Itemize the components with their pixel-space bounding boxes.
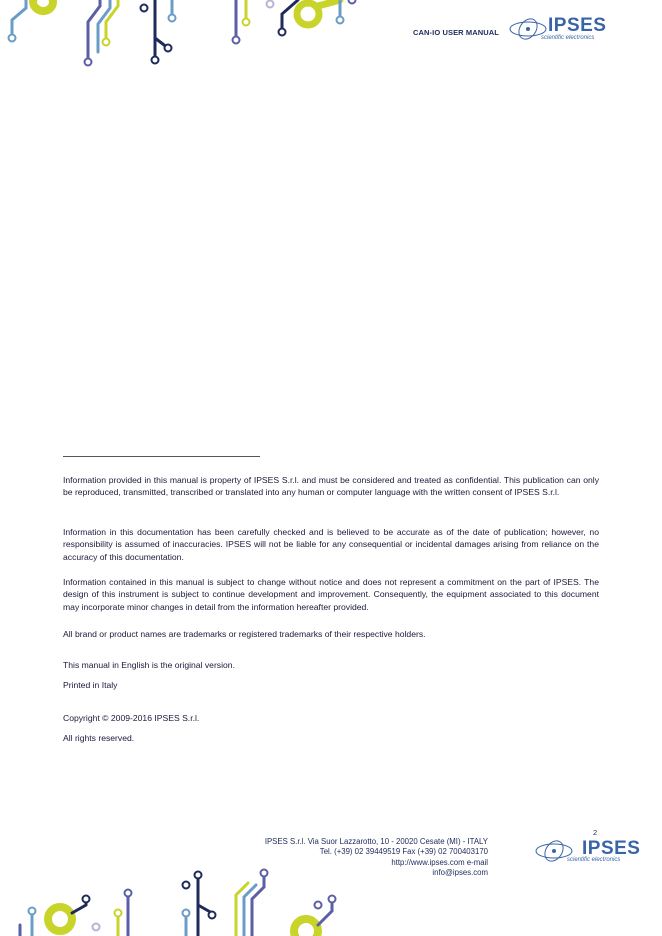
rights-note: All rights reserved. — [63, 733, 135, 743]
logo-tagline: scientific electronics — [541, 35, 595, 41]
manual-title: CAN-IO USER MANUAL — [413, 28, 499, 37]
logo-tagline: scientific electronics — [567, 857, 621, 863]
logo-wordmark: IPSES — [548, 15, 607, 36]
copyright-note: Copyright © 2009-2016 IPSES S.r.l. — [63, 713, 200, 723]
circuit-decoration-top — [0, 0, 370, 70]
accuracy-paragraph: Information in this documentation has been carefully checked and is believed to be accurate as of the date of publication; however, no responsibility is assumed of inaccuracies. IPSES will not be liable for any consequential or incidental damages arising from reliance on the accuracy of this documentation. — [63, 527, 599, 562]
ipses-logo — [508, 14, 608, 46]
ipses-logo-footer — [534, 836, 641, 868]
footer-email: info@ipses.com — [432, 868, 488, 877]
original-version-note: This manual in English is the original version. — [63, 660, 235, 670]
footer-web: http://www.ipses.com e-mail — [391, 858, 488, 867]
page-number: 2 — [593, 828, 598, 837]
circuit-decoration-bottom — [0, 865, 350, 936]
separator-rule — [63, 456, 260, 457]
logo-wordmark: IPSES — [582, 838, 641, 859]
footer-phone: Tel. (+39) 02 39449519 Fax (+39) 02 700403170 — [319, 847, 488, 856]
printed-note: Printed in Italy — [63, 680, 118, 690]
confidentiality-paragraph: Information provided in this manual is property of IPSES S.r.l. and must be considered and treated as confidential. This publication can only be reproduced, transmitted, transcribed or translated into any human or computer language with the written consent of IPSES S.r.l. — [63, 475, 599, 498]
footer-address: IPSES S.r.l. Via Suor Lazzarotto, 10 - 20020 Cesate (MI) - ITALY — [264, 837, 488, 846]
trademark-paragraph: All brand or product names are trademarks or registered trademarks of their respective holders. — [63, 629, 426, 639]
change-notice-paragraph: Information contained in this manual is subject to change without notice and does not represent a commitment on the part of IPSES. The design of this instrument is subject to continue development and improvement. Consequently, the equipment associated to this document may incorporate minor changes in detail from the information hereafter provided. — [63, 577, 599, 612]
